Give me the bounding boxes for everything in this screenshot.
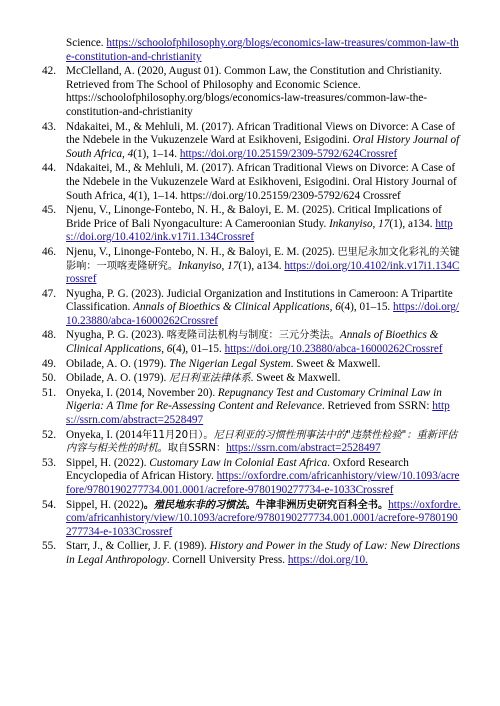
reference-item-46	[42, 245, 462, 287]
reference-translated-title: 殖民地东非的习惯法	[153, 499, 246, 511]
reference-text: 。取自SSRN：	[157, 443, 227, 455]
reference-text: Science.	[66, 37, 107, 49]
reference-text: Obilade, A. O. (1979).	[66, 357, 170, 370]
reference-translated-title: 巴里尼永加文化彩礼的关键影响：一项喀麦隆研究。	[66, 246, 460, 272]
reference-link[interactable]: https://doi.org/10.25159/2309-5792/624Crossref	[179, 147, 398, 160]
reference-item-47	[42, 287, 462, 329]
reference-journal: Inkanyiso, 17	[329, 217, 390, 230]
reference-text: Njenu, V., Linonge-Fontebo, N. H., & Baloyi, E. M. (2025).	[66, 245, 338, 258]
reference-text: . Sweet & Maxwell.	[290, 357, 381, 370]
reference-journal: Annals of Bioethics & Clinical Applications, 6	[133, 301, 341, 314]
reference-item-48	[42, 329, 462, 356]
reference-text: Obilade, A. O. (1979).	[66, 372, 170, 385]
reference-text: Sippel, H. (2022)	[66, 498, 144, 511]
reference-journal: Annals of Bioethics & Clinical Applications, 6	[66, 329, 439, 356]
reference-text: 。	[143, 499, 154, 511]
reference-link[interactable]: https://schoolofphilosophy.org/blogs/economics-law-treasures/common-law-the-constitution-and-christianity	[66, 37, 459, 63]
reference-item-49	[42, 357, 462, 372]
reference-title: History and Power in the Study of Law: New Directions in Legal Anthropology	[66, 540, 460, 566]
reference-number: 55.	[42, 540, 56, 553]
reference-item-54	[42, 498, 462, 540]
reference-text: Sippel, H. (2022).	[66, 456, 150, 469]
reference-text: (1), a134.	[389, 217, 436, 230]
reference-text: Starr, J., & Collier, J. F. (1989).	[66, 540, 210, 553]
reference-translated-title: 尼日利亚的习惯性刑事法中的"违禁性检验"：重新评估内容与相关性的时机	[66, 429, 458, 455]
reference-number: 45.	[42, 204, 56, 217]
reference-item-55	[42, 540, 462, 567]
reference-text: Onyeka, I. (2014, November 20).	[66, 386, 218, 399]
reference-number: 42.	[42, 65, 56, 78]
reference-link[interactable]: https://ssrn.com/abstract=2528497	[66, 400, 450, 427]
reference-link[interactable]: https://ssrn.com/abstract=2528497	[226, 442, 381, 455]
reference-link[interactable]: https://doi.org/10.4102/ink.v17i1.134Crossref	[66, 217, 453, 244]
reference-item-50	[42, 372, 462, 386]
reference-item-42	[42, 65, 462, 119]
reference-number: 47.	[42, 287, 56, 300]
reference-text: (1), 1–14.	[133, 147, 180, 160]
reference-number: 49.	[42, 357, 56, 370]
reference-text: . Cornell University Press.	[166, 553, 288, 566]
reference-text: Nyugha, P. G. (2023).	[66, 329, 167, 342]
reference-journal: Inkanyiso, 17	[178, 259, 239, 272]
reference-link[interactable]: https://doi.org/10.23880/abca-16000262Crossref	[66, 301, 460, 327]
reference-number: 51.	[42, 386, 56, 399]
reference-link[interactable]: https://doi.org/10.4102/ink.v17i1.134Crossref	[66, 259, 460, 286]
reference-item-52	[42, 428, 462, 456]
reference-text: . Oxford Research Encyclopedia of African History.	[66, 456, 409, 483]
reference-number: 52.	[42, 428, 56, 441]
reference-text: . Retrieved from SSRN:	[321, 400, 433, 413]
reference-title: Repugnancy Test and Customary Criminal Law in Nigeria: A Time for Re-Assessing Content and Relevance	[66, 386, 442, 413]
reference-number: 43.	[42, 120, 56, 133]
reference-item-53	[42, 456, 462, 498]
reference-continuation	[66, 37, 462, 64]
reference-text: Njenu, V., Linonge-Fontebo, N. H., & Baloyi, E. M. (2025). Critical Implications of Bride Price of Bali Nyongaculture: A Cameroonian Study.	[66, 204, 442, 230]
reference-text: McClelland, A. (2020, August 01). Common Law, the Constitution and Christianity. Retrieved from The School of Philosophy and Economic Science. https://schoolofphilosophy.org/blogs/economics-law-treasures/common-law-the-constitution-and-christianity	[66, 65, 442, 118]
reference-publisher-cjk: 。牛津非洲历史研究百科全书。	[245, 499, 389, 511]
reference-translated-title: 尼日利亚法律体系	[169, 373, 251, 385]
reference-number: 53.	[42, 456, 56, 469]
reference-title: The Nigerian Legal System	[169, 357, 291, 370]
reference-text: (4), 01–15.	[172, 343, 225, 356]
reference-text: Ndakaitei, M., & Mehluli, M. (2017). African Traditional Views on Divorce: A Case of the Ndebele in the Vukuzenzele Ward at Esikhoveni, Esigodini. Oral History Journal of South Africa, 4(1), 1–14. https://doi.org/10.25159/2309-5792/624 Crossref	[66, 162, 457, 202]
reference-number: 46.	[42, 245, 56, 258]
reference-text: . Sweet & Maxwell.	[250, 372, 341, 385]
reference-text: Ndakaitei, M., & Mehluli, M. (2017). African Traditional Views on Divorce: A Case of the Ndebele in the Vukuzenzele Ward at Esikhoveni, Esigodini.	[66, 120, 456, 147]
reference-title: Customary Law in Colonial East Africa	[149, 456, 328, 469]
reference-link[interactable]: https://oxfordre.com/africanhistory/view/10.1093/acrefore/9780190277734.001.0001/acrefore-9780190277734-e-1033Crossref	[66, 470, 460, 496]
reference-item-51	[42, 386, 462, 428]
reference-text: (4), 01–15.	[340, 301, 394, 314]
reference-number: 44.	[42, 162, 56, 175]
reference-text: Nyugha, P. G. (2023). Judicial Organization and Institutions in Cameroon: A Tripartite Classification.	[66, 287, 453, 314]
reference-link[interactable]: https://doi.org/10.23880/abca-16000262Crossref	[224, 343, 443, 356]
reference-number: 48.	[42, 329, 56, 342]
reference-number: 54.	[42, 498, 56, 511]
reference-item-43	[42, 120, 462, 162]
reference-item-45	[42, 204, 462, 245]
reference-journal: Oral History Journal of South Africa, 4	[66, 134, 460, 160]
reference-number: 50.	[42, 372, 56, 385]
reference-translated-title: 喀麦隆司法机构与制度：三元分类法。	[166, 330, 340, 342]
reference-date-cjk: 年11月20日）。	[141, 429, 214, 441]
reference-text: (1), a134.	[238, 259, 285, 272]
reference-item-44	[42, 162, 462, 203]
reference-link[interactable]: https://oxfordre.com/africanhistory/view/10.1093/acrefore/9780190277734.001.0001/acrefore-9780190277734-e-1033Crossref	[66, 498, 461, 538]
reference-text: Onyeka, I. (2014	[66, 428, 142, 441]
reference-link[interactable]: https://doi.org/10.	[287, 553, 368, 566]
